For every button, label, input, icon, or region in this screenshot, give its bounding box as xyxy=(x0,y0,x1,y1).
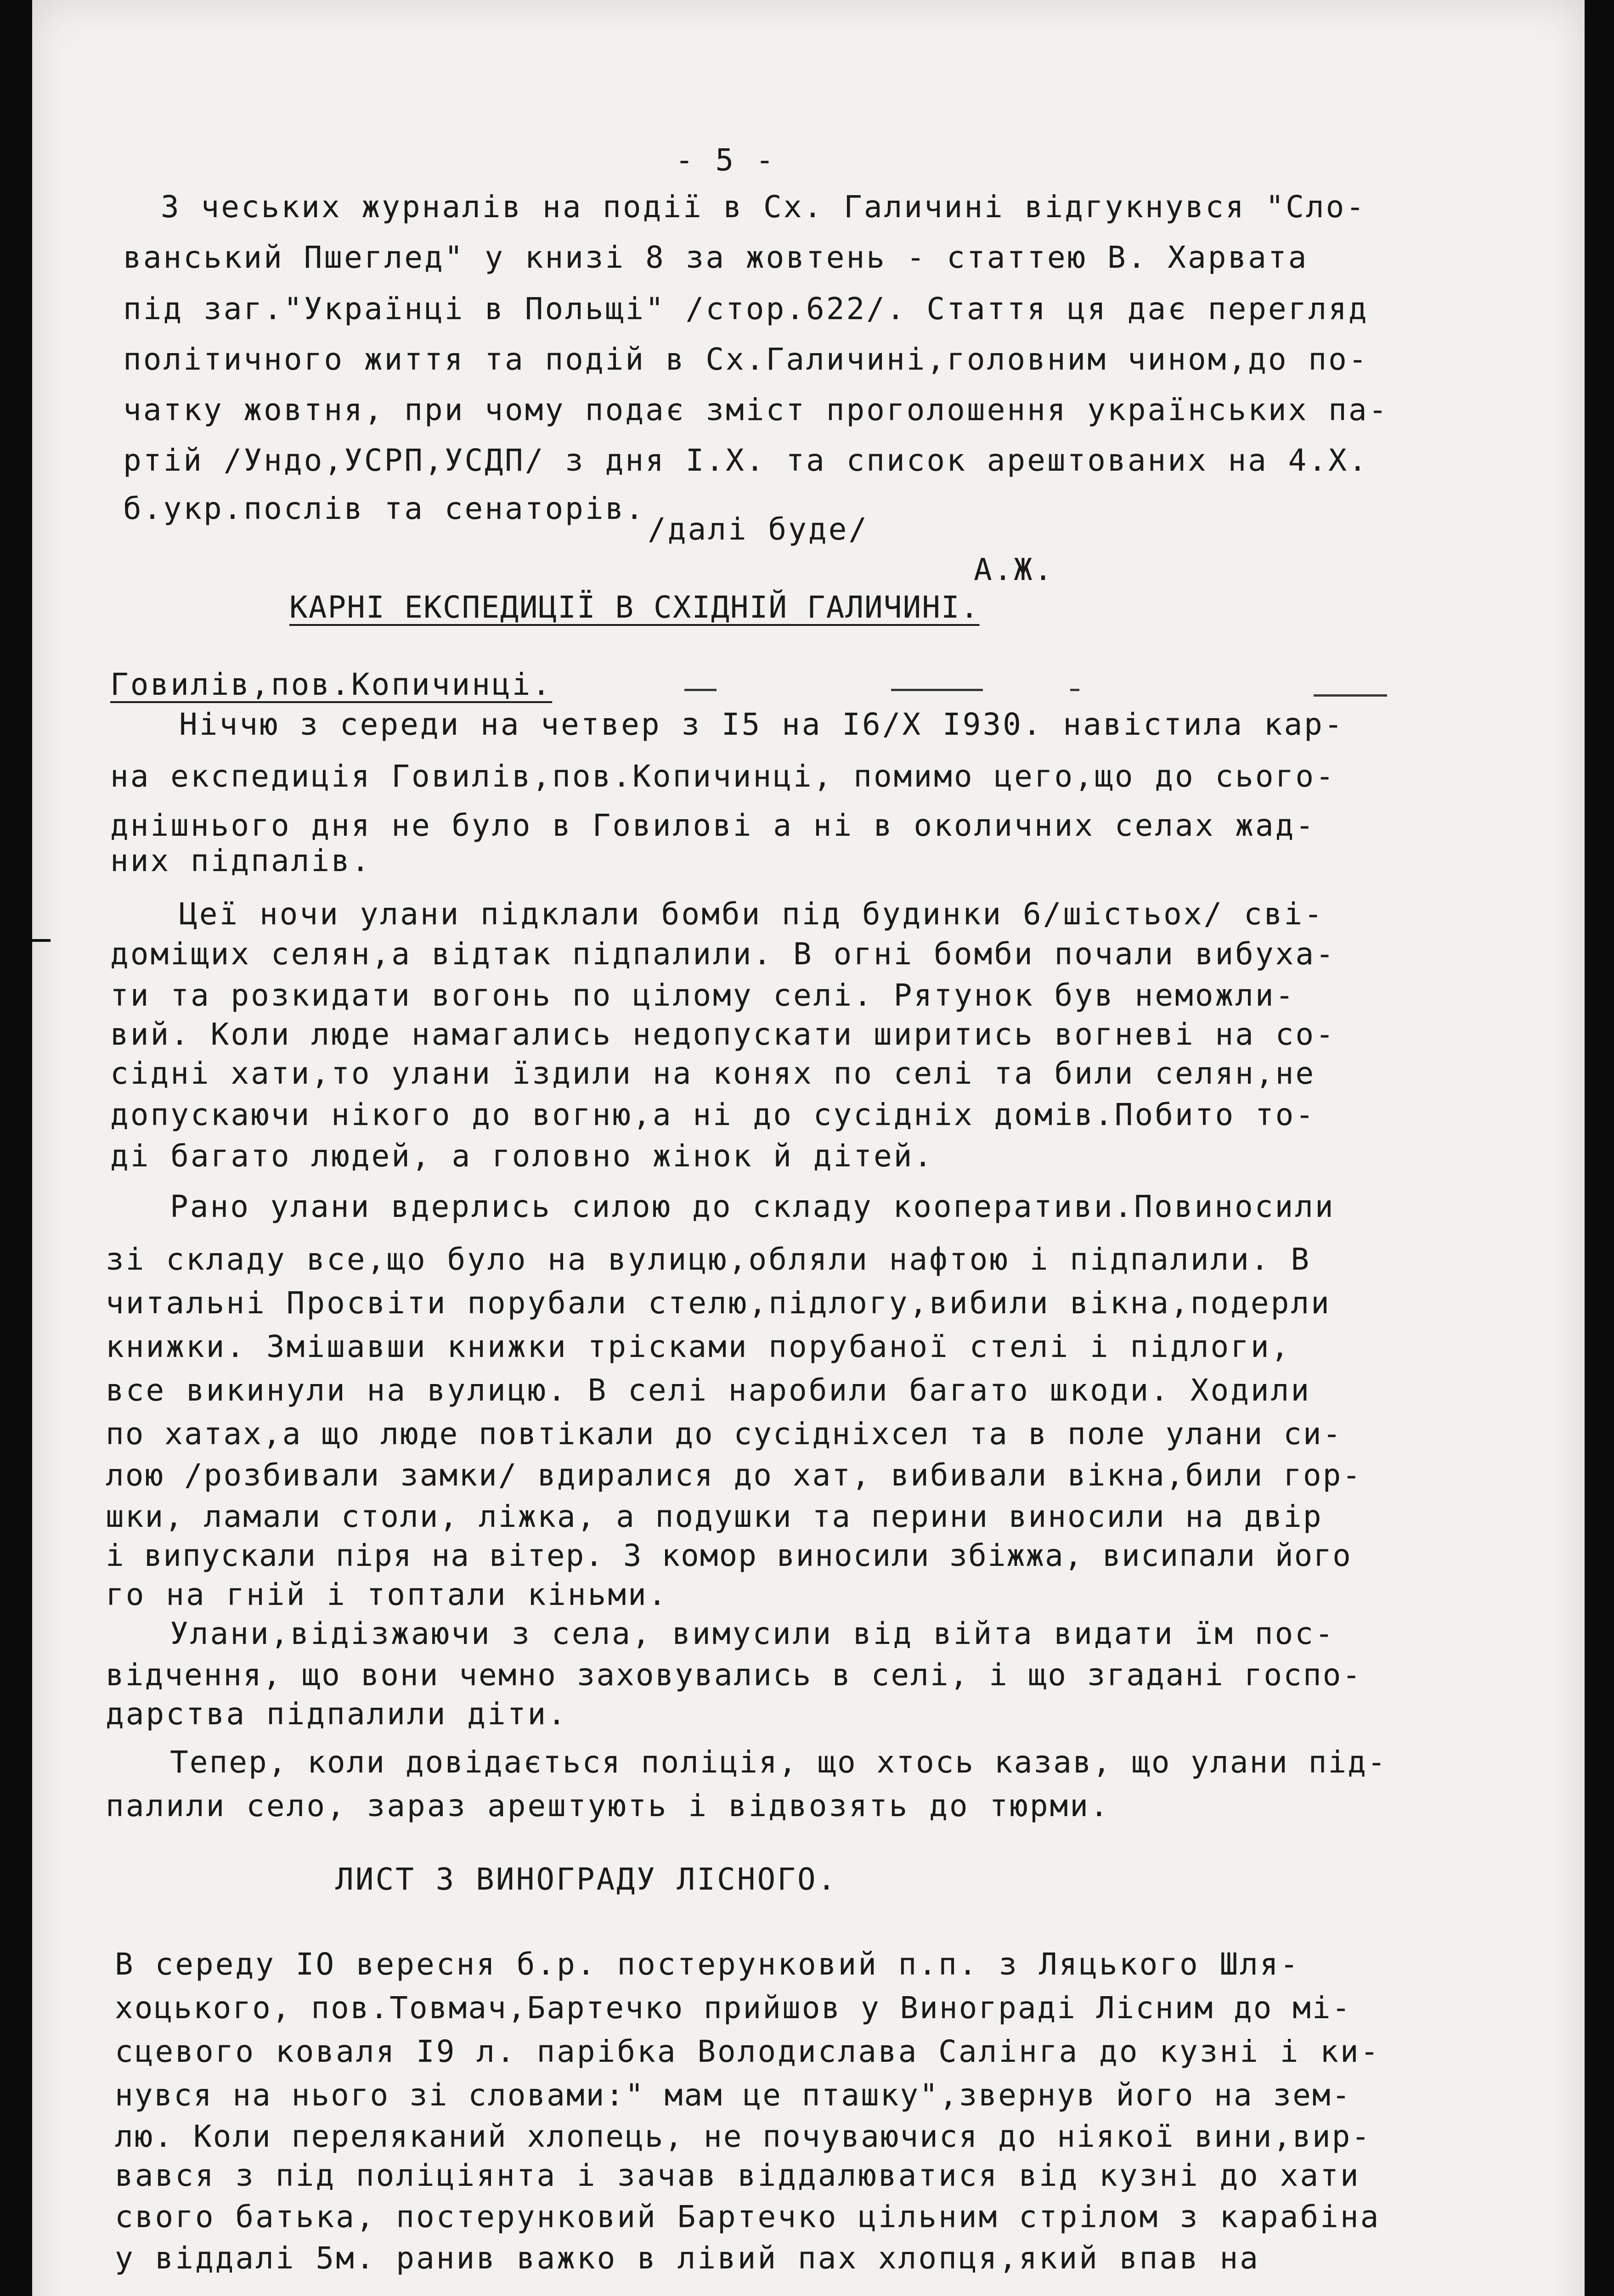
letter-line: вався з під поліціянта і зачав віддалюватися від кузні до хати xyxy=(115,2158,1360,2193)
govyliv-line: і випускали піря на вітер. З комор виносили збіжжа, висипали його xyxy=(106,1538,1352,1573)
letter-line: нувся на нього зі словами:" мам це пташку",звернув його на зем- xyxy=(115,2077,1352,2113)
govyliv-line: все викинули на вулицю. В селі наробили багато шкоди. Ходили xyxy=(106,1373,1311,1408)
govyliv-line: них підпалів. xyxy=(110,843,372,878)
govyliv-line: доміщих селян,а відтак підпалили. В огні бомби почали вибуха- xyxy=(110,936,1336,972)
letter-line: свого батька, постерунковий Бартечко цільним стрілом з карабіна xyxy=(115,2199,1381,2234)
decorative-dash xyxy=(1070,689,1079,691)
letter-line: у віддалі 5м. ранив важко в лівий пах хлопця,який впав на xyxy=(115,2240,1260,2276)
govyliv-line: книжки. Змішавши книжки трісками порубаної стелі і підлоги, xyxy=(106,1329,1291,1364)
continued-note: /далі буде/ xyxy=(648,512,869,547)
govyliv-line: по хатах,а що люде повтікали до сусідніхсел та в поле улани си- xyxy=(106,1416,1343,1452)
govyliv-line: відчення, що вони чемно заховувались в селі, і що згадані госпо- xyxy=(106,1657,1362,1693)
govyliv-line: ти та розкидати вогонь по цілому селі. Рятунок був неможли- xyxy=(110,978,1296,1013)
govyliv-line: днішнього дня не було в Говилові а ні в околичних селах жад- xyxy=(110,808,1316,843)
letter-line: лю. Коли переляканий хлопець, не почуваючися до ніякої вини,вир- xyxy=(115,2119,1371,2154)
decorative-dash xyxy=(684,689,717,691)
govyliv-line: ді багато людей, а головно жінок й дітей. xyxy=(110,1138,934,1174)
intro-line: б.укр.послів та сенаторів. xyxy=(123,491,646,526)
letter-title: ЛИСТ З ВИНОГРАДУ ЛІСНОГО. xyxy=(335,1862,838,1897)
govyliv-line: Цеї ночи улани підклали бомби під будинки 6/шістьох/ сві- xyxy=(179,896,1324,932)
govyliv-line: Рано улани вдерлись силою до складу кооперативи.Повиносили xyxy=(170,1189,1335,1224)
letter-line: хоцького, пов.Товмач,Бартечко прийшов у Винограді Лісним до мі- xyxy=(115,1990,1352,2026)
author-initials: А.Ж. xyxy=(974,552,1054,587)
govyliv-line: палили село, зараз арештують і відвозять до тюрми. xyxy=(106,1788,1110,1823)
govyliv-line: допускаючи нікого до вогню,а ні до сусідніх домів.Побито то- xyxy=(110,1097,1316,1132)
intro-line: ванський Пшеглед" у книзі 8 за жовтень - статтею В. Харвата xyxy=(123,240,1309,275)
decorative-dash xyxy=(1314,694,1387,697)
govyliv-line: вий. Коли люде намагались недопускати ширитись вогневі на со- xyxy=(110,1017,1336,1052)
intro-line: ртій /Ундо,УСРП,УСДП/ з дня I.X. та список арештованих на 4.X. xyxy=(123,443,1369,478)
govyliv-line: лою /розбивали замки/ вдиралися до хат, вибивали вікна,били гор- xyxy=(106,1458,1362,1493)
letter-line: сцевого коваля I9 л. парібка Володислава Салінга до кузні і ки- xyxy=(115,2034,1381,2069)
govyliv-line: Улани,відізжаючи з села, вимусили від війта видати їм пос- xyxy=(170,1616,1335,1651)
intro-line: чатку жовтня, при чому подає зміст проголошення українських па- xyxy=(123,392,1389,428)
govyliv-line: зі складу все,що було на вулицю,обляли нафтою і підпалили. В xyxy=(106,1242,1311,1277)
intro-line: З чеських журналів на події в Сх. Галичині відгукнувся "Сло- xyxy=(161,189,1366,225)
typewritten-text xyxy=(32,0,1585,2296)
intro-line: політичного життя та подій в Сх.Галичині,головним чином,до по- xyxy=(123,342,1369,377)
subsection-heading: Говилів,пов.Копичинці. xyxy=(110,667,553,702)
intro-line: під заг."Українці в Польщі" /стор.622/. Стаття ця дає перегляд xyxy=(123,291,1369,326)
govyliv-line: Ніччю з середи на четвер з I5 на I6/X I930. навістила кар- xyxy=(179,707,1344,742)
govyliv-line: Тепер, коли довідається поліція, що хтось казав, що улани під- xyxy=(170,1745,1387,1780)
govyliv-line: шки, ламали столи, ліжка, а подушки та перини виносили на двір xyxy=(106,1499,1323,1534)
decorative-dash xyxy=(891,689,983,691)
govyliv-line: сідні хати,то улани їздили на конях по селі та били селян,не xyxy=(110,1056,1316,1091)
page-number: - 5 - xyxy=(675,142,776,178)
section-title: КАРНІ ЕКСПЕДИЦІЇ В СХІДНІЙ ГАЛИЧИНІ. xyxy=(289,590,980,625)
letter-line: В середу IO вересня б.р. постерунковий п.п. з Ляцького Шля- xyxy=(115,1947,1300,1982)
document-page xyxy=(32,0,1585,2296)
govyliv-line: читальні Просвіти порубали стелю,підлогу,вибили вікна,подерли xyxy=(106,1285,1331,1321)
govyliv-line: дарства підпалили діти. xyxy=(106,1696,568,1732)
govyliv-line: на експедиція Говилів,пов.Копичинці, помимо цего,що до сього- xyxy=(110,759,1336,794)
govyliv-line: го на гній і топтали кіньми. xyxy=(106,1577,668,1612)
